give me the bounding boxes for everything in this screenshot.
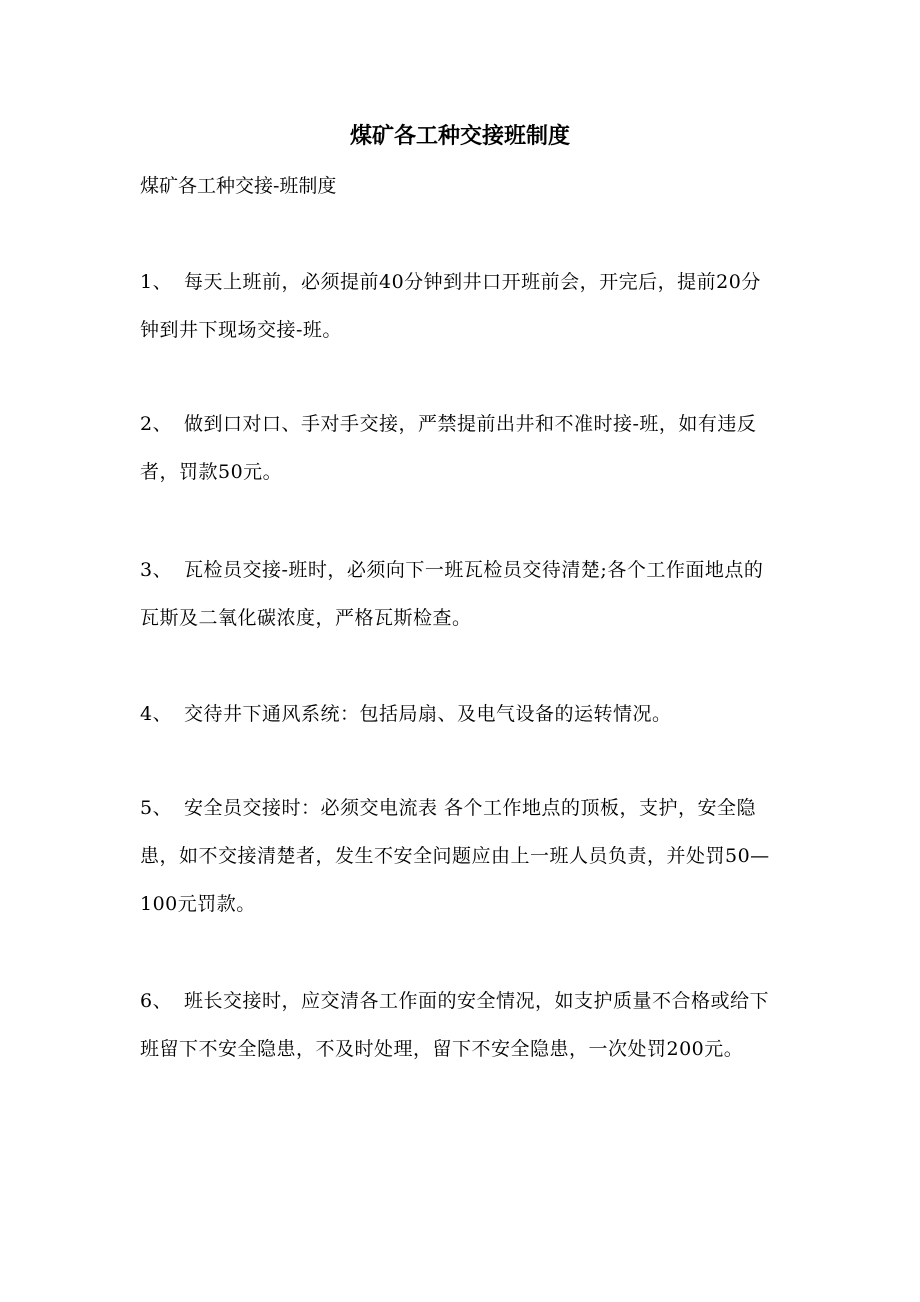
rule-item (140, 258, 780, 354)
rule-text: 交待井下通风系统：包括局扇、及电气设备的运转情况。 (184, 703, 672, 725)
rule-text: 瓦检员交接-班时，必须向下一班瓦检员交待清楚;各个工作面地点的瓦斯及二氧化碳浓度，严格瓦斯检查。 (140, 559, 764, 629)
document-subtitle: 煤矿各工种交接-班制度 (140, 175, 337, 197)
rule-item (140, 546, 780, 642)
rule-number: 3、 (140, 559, 173, 581)
rule-text: 做到口对口、手对手交接，严禁提前出井和不准时接-班，如有违反者，罚款50元。 (140, 413, 757, 483)
rule-text: 每天上班前，必须提前40分钟到井口开班前会，开完后，提前20分钟到井下现场交接-班。 (140, 271, 761, 341)
rule-item (140, 400, 780, 496)
document-title: 煤矿各工种交接班制度 (349, 123, 570, 149)
rule-item (140, 977, 780, 1073)
rule-number: 1、 (140, 271, 173, 293)
rule-text: 班长交接时，应交清各工作面的安全情况，如支护质量不合格或给下班留下不安全隐患，不及时处理，留下不安全隐患，一次处罚200元。 (140, 990, 770, 1060)
rule-number: 5、 (140, 797, 173, 819)
rule-item (140, 690, 780, 738)
rule-number: 4、 (140, 703, 173, 725)
rule-number: 2、 (140, 413, 173, 435)
rule-item (140, 784, 780, 928)
rule-number: 6、 (140, 990, 173, 1012)
rule-text: 安全员交接时：必须交电流表 各个工作地点的顶板，支护，安全隐患，如不交接清楚者，发生不安全问题应由上一班人员负责，并处罚50—100元罚款。 (140, 797, 770, 915)
